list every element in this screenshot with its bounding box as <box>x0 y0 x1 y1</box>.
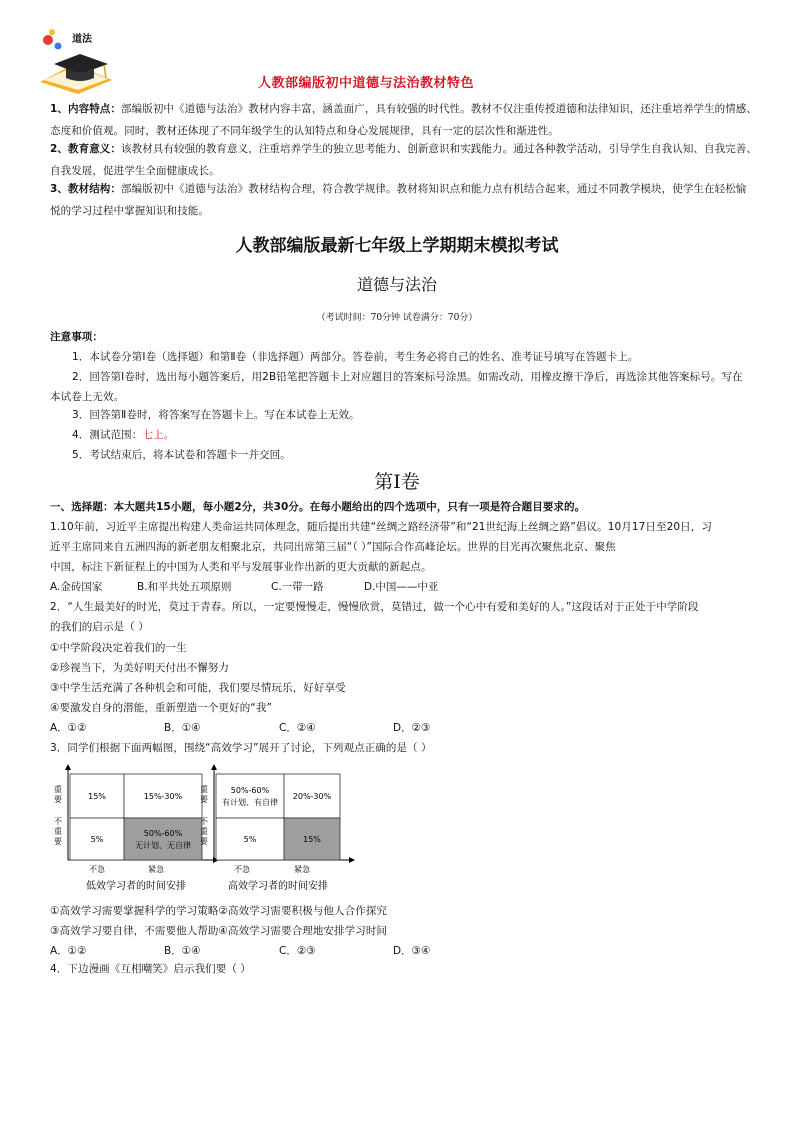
q3-item-2: ③高效学习要自律，不需要他人帮助④高效学习需要合理地安排学习时间 <box>50 925 388 937</box>
q2-option-a: A．①② <box>50 722 87 734</box>
chart2-row-label-0: 重 <box>200 785 208 794</box>
q1-line2: 近平主席同来自五洲四海的新老朋友相聚北京，共同出席第三届“（ ）”国际合作高峰论坛。世界的目光再次聚焦北京、聚焦 <box>50 541 616 553</box>
chart2-col-label-0: 不急 <box>234 865 250 874</box>
chart2-cell-00-text: 50%-60% <box>230 786 270 795</box>
chart2-cell-01-text: 20%-30% <box>292 792 332 801</box>
q1-option-c: C.一带一路 <box>271 581 324 593</box>
feature-2-line1: 2、教育意义：该教材具有较强的教育意义，注重培养学生的独立思考能力、创新意识和实践能力。通过各种教学活动，引导学生自我认知、自我完善、 <box>50 143 758 155</box>
logo <box>34 24 124 94</box>
svg-text:要: 要 <box>54 837 62 846</box>
chart1-col-label-0: 不急 <box>89 865 105 874</box>
q3-option-a: A．①② <box>50 945 87 957</box>
chart1-col-label-1: 紧急 <box>148 865 164 874</box>
chart1-cell-11-text: 50%-60% <box>143 829 183 838</box>
feature-2-line2: 自我发展，促进学生全面健康成长。 <box>50 165 220 177</box>
header-title: 人教部编版初中道德与法治教材特色 <box>258 76 475 91</box>
part1-head: 一、选择题：本大题共15小题，每小题2分，共30分。在每小题给出的四个选项中，只有一项是符合题目要求的。 <box>50 501 586 513</box>
notice-3: 3．回答第Ⅱ卷时，将答案写在答题卡上。写在本试卷上无效。 <box>72 409 360 421</box>
feature-3-line1: 3、教材结构：部编版初中《道德与法治》教材结构合理，符合教学规律。教材将知识点和能力点有机结合起来，通过不同教学模块，使学生在轻松愉 <box>50 183 747 195</box>
chart1-cell-01-text: 15%-30% <box>143 792 183 801</box>
chart1-cell-00-text: 15% <box>88 792 106 801</box>
svg-text:要: 要 <box>54 795 62 804</box>
exam-info: （考试时间：70分钟 试卷满分：70分） <box>316 313 478 323</box>
subject-title: 道德与法治 <box>356 275 437 294</box>
q4-line1: 4．下边漫画《互相嘲笑》启示我们要（ ） <box>50 963 252 975</box>
q2-option-b: B．①④ <box>164 722 201 734</box>
chart2-col-label-1: 紧急 <box>294 865 310 874</box>
chart2-cell-10-text: 5% <box>243 835 257 844</box>
chart1-row-label-0: 重 <box>54 785 62 794</box>
chart-high-efficiency <box>196 762 356 894</box>
feature-1-line2: 态度和价值观。同时，教材还体现了不同年级学生的认知特点和身心发展规律，具有一定的层次性和渐进性。 <box>50 125 559 137</box>
q2-line2: 的我们的启示是（ ） <box>50 621 149 633</box>
q2-line1: 2．“人生最美好的时光，莫过于青春。所以，一定要慢慢走，慢慢欣赏，莫错过，做一个心中有爱和美好的人。”这段话对于正处于中学阶段 <box>50 601 699 613</box>
q1-option-b: B.和平共处五项原则 <box>137 581 232 593</box>
notice-head: 注意事项： <box>50 331 103 343</box>
q2-item-2: ②珍视当下，为美好明天付出不懈努力 <box>50 662 230 674</box>
chart-low-efficiency <box>50 762 220 894</box>
q2-item-4: ④要激发自身的潜能，重新塑造一个更好的“我” <box>50 702 272 714</box>
notice-5: 5．考试结束后，将本试卷和答题卡一并交回。 <box>72 449 291 461</box>
logo-label: 道法 <box>72 34 92 45</box>
q2-item-1: ①中学阶段决定着我们的一生 <box>50 642 187 654</box>
q3-option-d: D．③④ <box>393 945 431 957</box>
chart2-cell-00 <box>216 774 284 818</box>
q2-option-c: C．②④ <box>279 722 316 734</box>
chart1-row-label-1: 不 <box>54 817 62 826</box>
notice-1: 1．本试卷分第Ⅰ卷（选择题）和第Ⅱ卷（非选择题）两部分。答卷前，考生务必将自己的姓名、准考证号填写在答题卡上。 <box>72 351 639 363</box>
svg-text:重: 重 <box>200 827 208 836</box>
svg-text:重: 重 <box>54 827 62 836</box>
chart2-row-label-1: 不 <box>200 817 208 826</box>
notice-4: 4．测试范围：七上。 <box>72 429 175 441</box>
q3-line1: 3．同学们根据下面两幅图，围绕“高效学习”展开了讨论，下列观点正确的是（ ） <box>50 742 432 754</box>
section-title: 第Ⅰ卷 <box>374 471 420 493</box>
notice-2-cont: 本试卷上无效。 <box>50 391 125 403</box>
q3-item-1: ①高效学习需要掌握科学的学习策略②高效学习需要积极与他人合作探究 <box>50 905 388 917</box>
feature-3-line2: 悦的学习过程中掌握知识和技能。 <box>50 205 209 217</box>
q1-line3: 中国，标注下新征程上的中国为人类和平与发展事业作出新的更大贡献的新起点。 <box>50 561 432 573</box>
q1-line1: 1.10年前，习近平主席提出构建人类命运共同体理念，随后提出共建“丝绸之路经济带”和“21世纪海上丝绸之路”倡议。10月17日至20日，习 <box>50 521 712 533</box>
q1-option-d: D.中国——中亚 <box>364 581 439 593</box>
chart2-title: 高效学习者的时间安排 <box>228 881 328 892</box>
svg-text:要: 要 <box>200 837 208 846</box>
svg-text:要: 要 <box>200 795 208 804</box>
q3-option-b: B．①④ <box>164 945 201 957</box>
chart1-cell-11-sub: 无计划、无自律 <box>135 841 191 850</box>
chart1-title: 低效学习者的时间安排 <box>86 881 186 892</box>
q3-option-c: C．②③ <box>279 945 316 957</box>
feature-1-line1: 1、内容特点：部编版初中《道德与法治》教材内容丰富，涵盖面广，具有较强的时代性。教材不仅注重传授道德和法律知识，还注重培养学生的情感、 <box>50 103 758 115</box>
chart1-cell-11 <box>124 818 202 860</box>
q2-option-d: D．②③ <box>393 722 431 734</box>
q2-item-3: ③中学生活充满了各种机会和可能，我们要尽情玩乐，好好享受 <box>50 682 346 694</box>
notice-2: 2．回答第Ⅰ卷时，选出每小题答案后，用2B铅笔把答题卡上对应题目的答案标号涂黑。如需改动，用橡皮擦干净后，再选涂其他答案标号。写在 <box>72 371 743 383</box>
exam-title: 人教部编版最新七年级上学期期末模拟考试 <box>235 236 559 256</box>
chart2-cell-11-text: 15% <box>303 835 321 844</box>
chart1-cell-10-text: 5% <box>90 835 104 844</box>
q1-option-a: A.金砖国家 <box>50 581 103 593</box>
chart2-cell-00-sub: 有计划、有自律 <box>222 798 278 807</box>
